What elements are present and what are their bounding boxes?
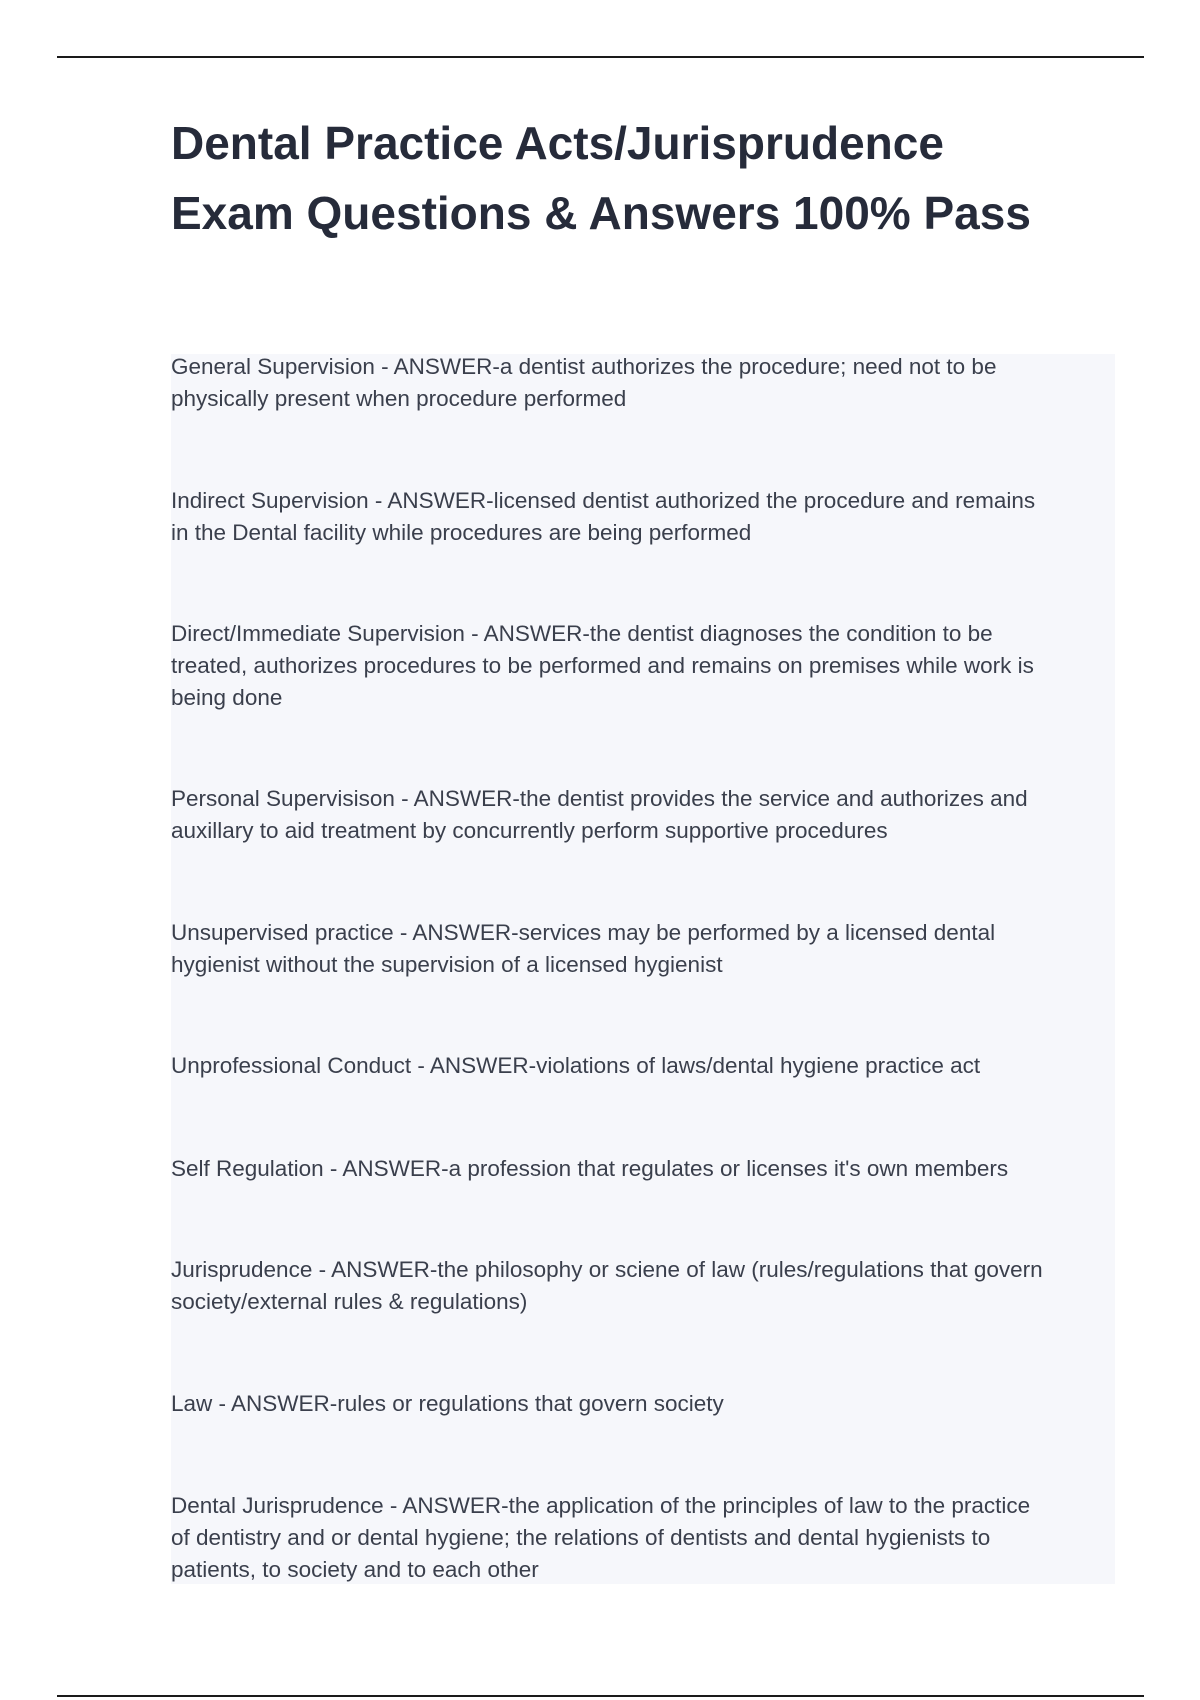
qa-line: auxillary to aid treatment by concurrently perform supportive procedures <box>171 818 888 843</box>
qa-line: Self Regulation - ANSWER-a profession that regulates or licenses it's own members <box>171 1156 1009 1181</box>
page-title <box>171 108 1131 248</box>
qa-item-law <box>171 1388 1115 1420</box>
qa-line: Indirect Supervision - ANSWER-licensed dentist authorized the procedure and remains <box>171 488 1036 513</box>
qa-item-unsupervised-practice <box>171 917 1115 981</box>
qa-item-indirect-supervision <box>171 485 1115 549</box>
title-line: Dental Practice Acts/Jurisprudence <box>171 117 944 169</box>
qa-item-jurisprudence <box>171 1254 1115 1318</box>
qa-line: Law - ANSWER-rules or regulations that govern society <box>171 1391 724 1416</box>
qa-line: Personal Supervisison - ANSWER-the dentist provides the service and authorizes and <box>171 786 1028 811</box>
qa-line: Unprofessional Conduct - ANSWER-violations of laws/dental hygiene practice act <box>171 1053 981 1078</box>
qa-line: in the Dental facility while procedures are being performed <box>171 520 752 545</box>
qa-item-self-regulation <box>171 1153 1115 1185</box>
qa-item-general-supervision <box>171 351 1115 415</box>
top-rule <box>57 56 1144 58</box>
qa-line: society/external rules & regulations) <box>171 1289 528 1314</box>
bottom-rule <box>57 1695 1144 1697</box>
qa-line: being done <box>171 685 283 710</box>
qa-line: of dentistry and or dental hygiene; the relations of dentists and dental hygienists to <box>171 1525 991 1550</box>
title-line: Exam Questions & Answers 100% Pass <box>171 187 1031 239</box>
qa-line: Jurisprudence - ANSWER-the philosophy or sciene of law (rules/regulations that govern <box>171 1257 1043 1282</box>
qa-line: General Supervision - ANSWER-a dentist authorizes the procedure; need not to be <box>171 354 997 379</box>
qa-item-personal-supervision <box>171 783 1115 847</box>
qa-line: treated, authorizes procedures to be performed and remains on premises while work is <box>171 653 1034 678</box>
qa-line: hygienist without the supervision of a licensed hygienist <box>171 952 723 977</box>
qa-item-unprofessional-conduct <box>171 1050 1115 1082</box>
qa-item-dental-jurisprudence <box>171 1490 1115 1586</box>
qa-line: patients, to society and to each other <box>171 1557 539 1582</box>
qa-line: Dental Jurisprudence - ANSWER-the application of the principles of law to the practice <box>171 1493 1031 1518</box>
qa-line: physically present when procedure performed <box>171 386 627 411</box>
qa-line: Unsupervised practice - ANSWER-services may be performed by a licensed dental <box>171 920 996 945</box>
qa-line: Direct/Immediate Supervision - ANSWER-the dentist diagnoses the condition to be <box>171 621 993 646</box>
qa-item-direct-immediate-supervision <box>171 618 1115 714</box>
